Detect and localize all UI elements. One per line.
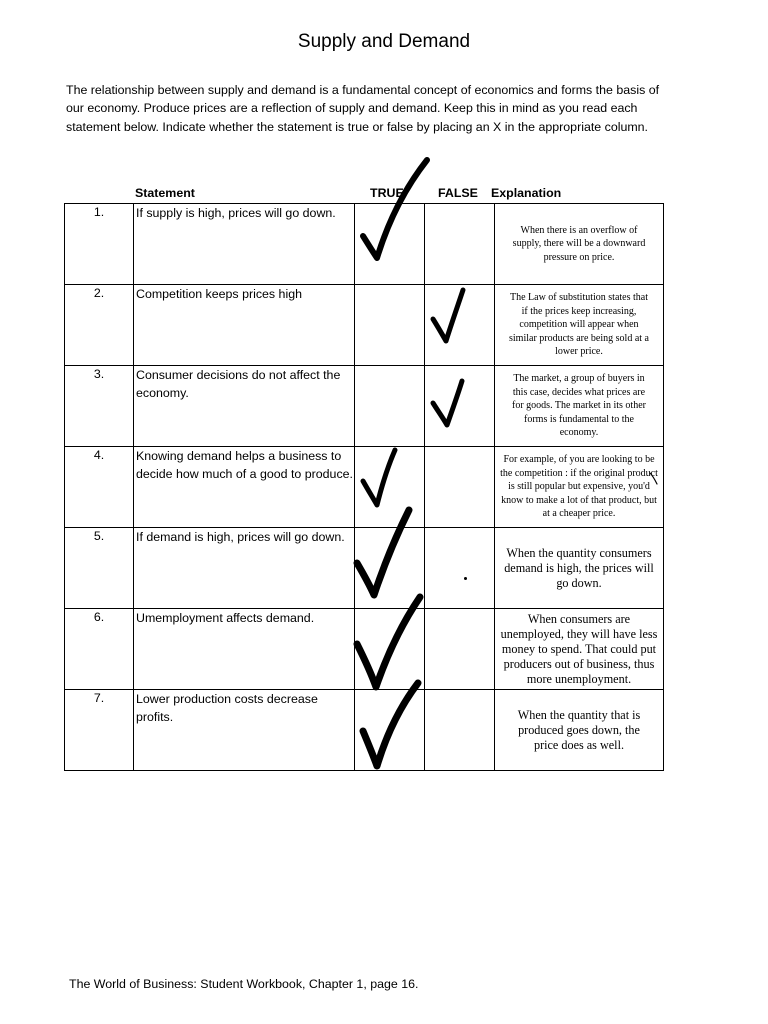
statement-text: Umemployment affects demand. [134,609,355,690]
explanation-text: The Law of substitution states that if the prices keep increasing, competition will appear when similar products are being sold at a lower price. [509,292,649,358]
true-cell[interactable] [355,204,425,285]
statement-text: If supply is high, prices will go down. [134,204,355,285]
statement-text: If demand is high, prices will go down. [134,528,355,609]
false-cell[interactable] [425,204,495,285]
page-title: Supply and Demand [297,31,471,52]
row-number: 6. [65,609,134,690]
statement-text: Knowing demand helps a business to decide how much of a good to produce. [134,447,355,528]
table-row [65,447,664,528]
false-cell[interactable] [425,285,495,366]
explanation-cell [495,528,664,609]
row-number: 3. [65,366,134,447]
explanation-cell [495,366,664,447]
intro-paragraph: The relationship between supply and demand is a fundamental concept of economics and forms the basis of our economy. Produce prices are a reflection of supply and demand. Keep this in mind as you read each statement below. Indicate whether the statement is true or false by placing an X in the appropriate column. [66,83,660,134]
true-cell[interactable] [355,285,425,366]
explanation-cell [495,690,664,771]
explanation-text: For example, of you are looking to be the competition : if the original product is still popular but expensive, you'd know to make a lot of that product, but at a cheaper price. [500,454,658,520]
table-row [65,204,664,285]
explanation-cell [495,447,664,528]
explanation-cell [495,285,664,366]
row-number: 2. [65,285,134,366]
true-cell[interactable] [355,366,425,447]
statement-header: Statement [135,186,195,200]
pen-dot [464,577,467,580]
statement-text: Consumer decisions do not affect the economy. [134,366,355,447]
explanation-header: Explanation [491,186,562,200]
false-cell[interactable] [425,447,495,528]
true-cell[interactable] [355,690,425,771]
false-cell[interactable] [425,609,495,690]
false-cell[interactable] [425,690,495,771]
table-row [65,528,664,609]
false-header: FALSE [438,186,478,200]
row-number: 4. [65,447,134,528]
table-row [65,690,664,771]
explanation-text: The market, a group of buyers in this case, decides what prices are for goods. The market in its other forms is fundamental to the economy. [512,373,646,439]
statements-table [64,203,664,771]
false-cell[interactable] [425,366,495,447]
explanation-cell [495,204,664,285]
explanation-text: When the quantity consumers demand is high, the prices will go down. [504,545,654,590]
true-header: TRUE [370,186,404,200]
explanation-text: When there is an overflow of supply, there will be a downward pressure on price. [512,224,646,263]
true-cell[interactable] [355,528,425,609]
statement-text: Lower production costs decrease profits. [134,690,355,771]
table-row [65,609,664,690]
row-number: 5. [65,528,134,609]
table-row [65,366,664,447]
table-row [65,285,664,366]
statement-text: Competition keeps prices high [134,285,355,366]
explanation-cell [495,609,664,690]
false-cell[interactable] [425,528,495,609]
true-cell[interactable] [355,447,425,528]
row-number: 1. [65,204,134,285]
page-footer: The World of Business: Student Workbook, Chapter 1, page 16. [69,977,419,991]
explanation-text: When the quantity that is produced goes down, the price does as well. [517,707,641,752]
row-number: 7. [65,690,134,771]
true-cell[interactable] [355,609,425,690]
explanation-text: When consumers are unemployed, they will have less money to spend. That could put producers out of business, thus more unemployment. [500,611,658,686]
